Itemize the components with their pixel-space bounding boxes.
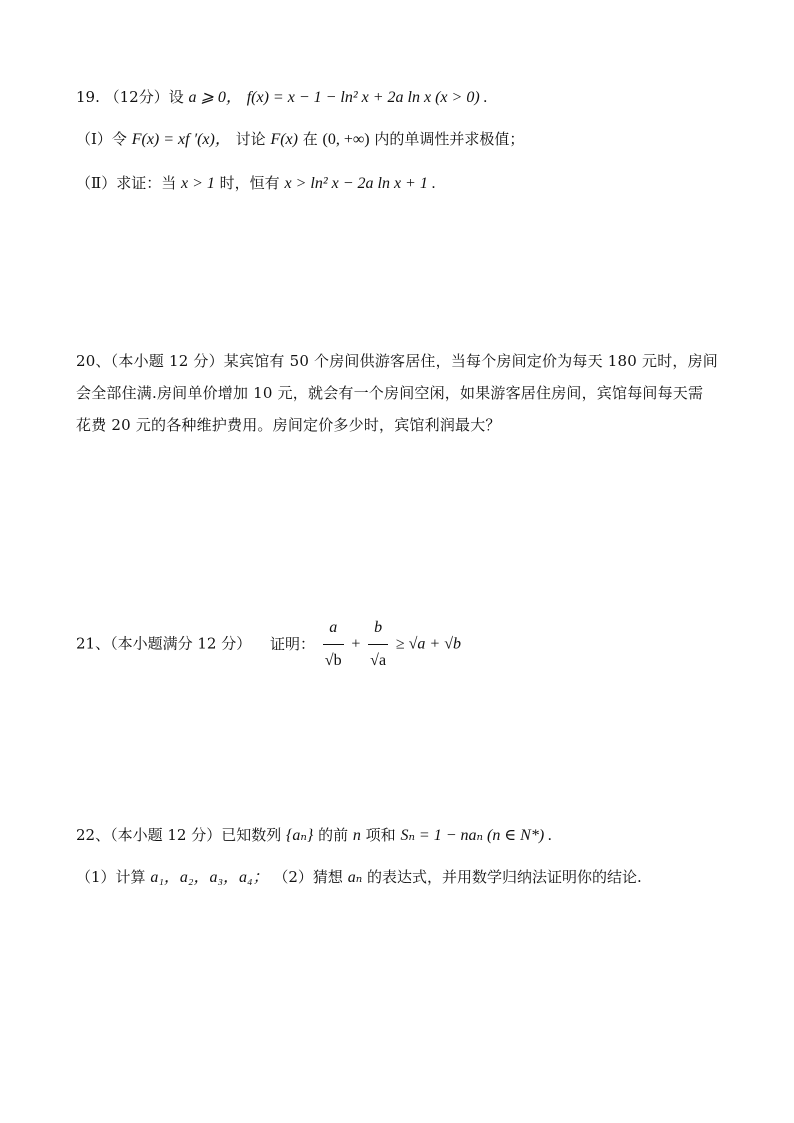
q22-sequence: {aₙ} (286, 827, 314, 844)
q19-part1 (76, 128, 524, 151)
q21-prove: 证明： (270, 634, 316, 653)
q22-parts (76, 866, 642, 889)
q19-part1-F2: F(x) (270, 131, 298, 148)
q19-line (76, 86, 488, 109)
q19-part1-F: F(x) = xf ′(x)， (131, 131, 231, 148)
q22-part2-text: 的表达式，并用数学归纳法证明你的结论. (366, 868, 642, 886)
q22-line (76, 824, 552, 847)
q22-part1: （1）计算 (76, 868, 146, 886)
q19-part2-text: 时，恒有 (219, 174, 280, 192)
q21-fraction-2-numerator: b (374, 619, 383, 636)
q19-condition: a ⩾ 0， (188, 89, 242, 106)
q20-text: 20、（本小题 12 分）某宾馆有 50 个房间供游客居住，当每个房间定价为每天 180 元时，房间会全部住满.房间单价增加 10 元，就会有一个房间空闲，如果游客居住房间，宾馆每间每天需花费 20 元的各种维护费用。房间定价多少时，宾馆利润最大？ (76, 352, 719, 434)
q21-rhs: ≥ √a + √b (395, 635, 461, 653)
q22-mid2: 项和 (365, 826, 396, 844)
q19-part1-interval: (0, +∞) (322, 131, 370, 148)
q19-intro: （12分）设 (104, 88, 184, 106)
q21-line (76, 612, 461, 677)
q19-part1-text-c: 内的单调性并求极值； (374, 130, 525, 148)
q19-part1-label: （Ⅰ）令 (76, 130, 127, 148)
q19-number: 19. (76, 88, 100, 106)
q22-formula: Sₙ = 1 − naₙ (n ∈ N*) . (400, 827, 553, 844)
q19-part2-cond: x > 1 (180, 175, 215, 192)
q19-part2 (76, 172, 436, 195)
q22-terms: a₁，a₂，a₃，a₄； (150, 869, 269, 886)
q19-part1-text-a: 讨论 (235, 130, 266, 148)
q21-fraction-2 (368, 612, 388, 677)
q22-an: aₙ (347, 869, 363, 886)
q22-part2: （2）猜想 (273, 868, 343, 886)
q19-part2-ineq: x > ln² x − 2a ln x + 1 . (284, 175, 436, 192)
q22-n: n (352, 827, 361, 844)
q19-part2-label: （Ⅱ）求证：当 (76, 174, 177, 192)
q21-plus: + (351, 635, 361, 653)
q21-fraction-1-numerator: a (329, 619, 338, 636)
q21-label: 21、（本小题满分 12 分） (76, 634, 252, 653)
q21-fraction-2-denominator: √a (368, 644, 388, 677)
q22-label: 22、（本小题 12 分）已知数列 (76, 826, 282, 844)
q22-mid: 的前 (318, 826, 349, 844)
q21-fraction-1 (323, 612, 344, 677)
q19-function: f(x) = x − 1 − ln² x + 2a ln x (x > 0) . (246, 89, 488, 106)
q19-part1-text-b: 在 (302, 130, 318, 148)
q21-fraction-1-denominator: √b (323, 644, 344, 677)
